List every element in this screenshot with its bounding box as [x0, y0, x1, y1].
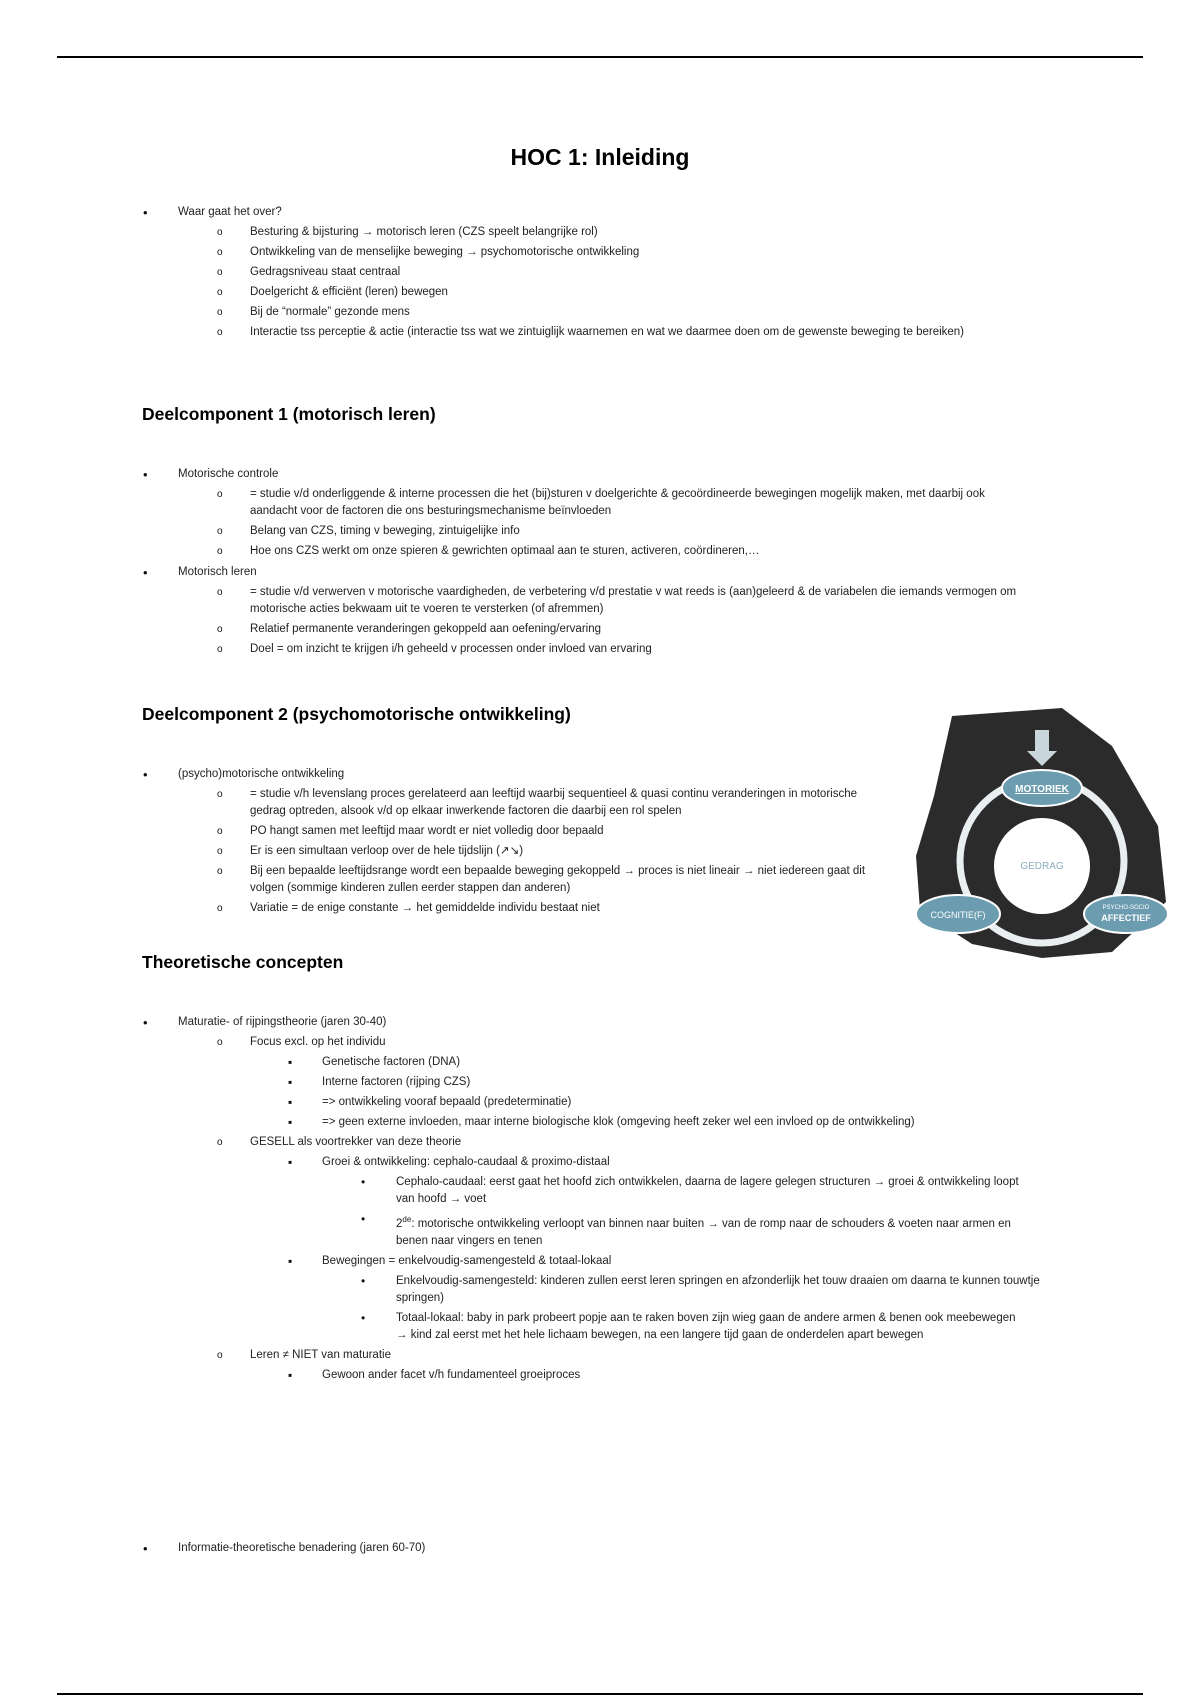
motoriek-label: MOTORIEK — [1015, 784, 1069, 795]
circle-bullet-icon: o — [217, 247, 223, 258]
circle-bullet-icon: o — [217, 903, 223, 914]
circle-bullet-icon: o — [217, 489, 223, 500]
circle-bullet-icon: o — [217, 287, 223, 298]
list-item: o Focus excl. op het individu — [0, 1034, 1200, 1051]
list-item: • Enkelvoudig-samengesteld: kinderen zullen eerst leren springen en afzonderlijk het touw draaien om daarna te kunnen touwtje springen) — [361, 1273, 1040, 1304]
circle-bullet-icon: o — [217, 846, 223, 857]
list-item: • Motorisch leren — [143, 565, 257, 580]
list-item: ▪ Interne factoren (rijping CZS) — [288, 1075, 471, 1089]
circle-bullet-icon: o — [217, 789, 223, 800]
list-item: • 2de: motorische ontwikkeling verloopt van binnen naar buiten → van de romp naar de schouders & voeten naar armen en benen naar vingers en tenen — [361, 1212, 1011, 1247]
circle-bullet-icon: o — [217, 267, 223, 278]
list-item: o Bij de “normale” gezonde mens — [0, 304, 1200, 321]
gedrag-label: GEDRAG — [1020, 861, 1064, 872]
circle-bullet-icon: o — [217, 644, 223, 655]
list-item: o = studie v/d onderliggende & interne processen die het (bij)sturen v doelgerichte & gecoördineerde bewegingen mogelijk maken, met daarbij ook aandacht voor de factoren die ons besturingsmechanisme beïnvloeden — [217, 488, 985, 517]
list-item: o Besturing & bijsturing → motorisch leren (CZS speelt belangrijke rol) — [0, 224, 1200, 241]
list-item: o Bij een bepaalde leeftijdsrange wordt een bepaalde beweging gekoppeld → proces is niet lineair → niet iedereen gaat dit volgen (sommige kinderen zullen eerder stappen dan anderen) — [217, 865, 866, 894]
bullet-icon: • — [143, 565, 148, 580]
square-bullet-icon: ▪ — [288, 1075, 293, 1089]
cognitie-label: COGNITIE(F) — [930, 910, 986, 920]
list-item: o PO hangt samen met leeftijd maar wordt er niet volledig door bepaald — [0, 823, 1200, 840]
list-item: o = studie v/d verwerven v motorische vaardigheden, de verbetering v/d prestatie v wat reeds is (aan)geleerd & de variabelen die iemands vermogen om motorische acties bekwaam uit te voeren te versterken (of afremmen) — [217, 586, 1017, 615]
list-item: o Leren ≠ NIET van maturatie — [0, 1347, 1200, 1364]
bullet-icon: • — [361, 1273, 366, 1288]
circle-bullet-icon: o — [217, 546, 223, 557]
bullet-icon: • — [143, 1541, 148, 1556]
list-item: o Gedragsniveau staat centraal — [0, 264, 1200, 281]
circle-bullet-icon: o — [217, 826, 223, 837]
list-item: • Cephalo-caudaal: eerst gaat het hoofd zich ontwikkelen, daarna de lagere gelegen structuren → groei & ontwikkeling loopt van hoofd → voet — [361, 1175, 1019, 1205]
list-item: o Er is een simultaan verloop over de hele tijdslijn (↗↘) — [0, 843, 1200, 860]
psycho-socio-label: PSYCHO-SOCIO — [1102, 905, 1150, 911]
list-item: ▪ Bewegingen = enkelvoudig-samengesteld & totaal-lokaal — [288, 1253, 612, 1268]
section-heading-psychomotorische-ontwikkeling: Deelcomponent 2 (psychomotorische ontwikkeling) — [142, 704, 571, 724]
bullet-icon: • — [143, 205, 148, 220]
affectief-label: AFFECTIEF — [1101, 913, 1151, 923]
circle-bullet-icon: o — [217, 526, 223, 537]
list-item: • (psycho)motorische ontwikkeling — [143, 767, 345, 782]
bullet-icon: • — [361, 1310, 366, 1325]
list-item: o Interactie tss perceptie & actie (interactie tss wat we zintuiglijk waarnemen en wat we daarmee doen om de gewenste beweging te bereiken) — [0, 324, 1200, 341]
circle-bullet-icon: o — [217, 1037, 223, 1048]
circle-bullet-icon: o — [217, 307, 223, 318]
bullet-icon: • — [143, 467, 148, 482]
circle-bullet-icon: o — [217, 1349, 223, 1361]
section1-list — [0, 462, 1200, 658]
list-item: • Motorische controle — [143, 467, 279, 482]
list-item: o Doelgericht & efficiënt (leren) bewegen — [0, 284, 1200, 301]
list-item: • Totaal-lokaal: baby in park probeert popje aan te raken boven zijn wieg gaan de andere armen & benen ook meebewegen → kind zal eerst met het hele lichaam bewegen, na een langere tijd gaan de onderdelen apart bewegen — [361, 1310, 1016, 1341]
list-item: o GESELL als voortrekker van deze theorie — [0, 1134, 1200, 1151]
circle-bullet-icon: o — [217, 227, 223, 238]
list-item: o Hoe ons CZS werkt om onze spieren & gewrichten optimaal aan te sturen, activeren, coördineren,… — [0, 543, 1200, 560]
footer-rule — [57, 1693, 1143, 1695]
list-item: o Relatief permanente veranderingen gekoppeld aan oefening/ervaring — [0, 621, 1200, 638]
section3-list — [0, 1010, 1200, 1384]
square-bullet-icon: ▪ — [288, 1367, 293, 1382]
list-item: • Informatie-theoretische benadering (jaren 60-70) — [143, 1541, 426, 1556]
square-bullet-icon: ▪ — [288, 1095, 293, 1109]
circle-bullet-icon: o — [217, 624, 223, 635]
list-item: • Maturatie- of rijpingstheorie (jaren 30-40) — [143, 1015, 387, 1030]
circle-bullet-icon: o — [217, 866, 223, 877]
list-item: ▪ => geen externe invloeden, maar interne biologische klok (omgeving heeft zeker wel een invloed op de ontwikkeling) — [288, 1115, 915, 1129]
bullet-icon: • — [143, 767, 148, 782]
circle-bullet-icon: o — [217, 587, 223, 598]
square-bullet-icon: ▪ — [288, 1155, 293, 1169]
bullet-icon: • — [361, 1212, 366, 1226]
circle-bullet-icon: o — [217, 327, 223, 338]
list-item: o Doel = om inzicht te krijgen i/h geheeld v processen onder invloed van ervaring — [0, 641, 1200, 658]
square-bullet-icon: ▪ — [288, 1253, 293, 1268]
list-item: ▪ => ontwikkeling vooraf bepaald (predeterminatie) — [288, 1095, 572, 1109]
square-bullet-icon: ▪ — [288, 1055, 293, 1069]
list-item: • Waar gaat het over? — [143, 205, 282, 220]
list-item: o Variatie = de enige constante → het gemiddelde individu bestaat niet — [0, 900, 1200, 917]
section-heading-motorisch-leren: Deelcomponent 1 (motorisch leren) — [142, 404, 436, 424]
circle-bullet-icon: o — [217, 1137, 223, 1148]
bullet-icon: • — [143, 1015, 148, 1030]
list-item: ▪ Groei & ontwikkeling: cephalo-caudaal & proximo-distaal — [288, 1155, 610, 1169]
section3-list-continued — [0, 1536, 1200, 1557]
list-item: o Ontwikkeling van de menselijke beweging → psychomotorische ontwikkeling — [0, 244, 1200, 261]
page-title: HOC 1: Inleiding — [510, 144, 690, 170]
section-heading-theoretische-concepten: Theoretische concepten — [142, 952, 344, 972]
bullet-icon: • — [361, 1175, 366, 1189]
square-bullet-icon: ▪ — [288, 1115, 293, 1129]
list-item: o Belang van CZS, timing v beweging, zintuigelijke info — [0, 523, 1200, 540]
header-rule — [57, 56, 1143, 58]
list-item: ▪ Genetische factoren (DNA) — [288, 1055, 461, 1069]
intro-list — [0, 200, 1200, 341]
list-item: o = studie v/h levenslang proces gerelateerd aan leeftijd waarbij sequentieel & quasi continu veranderingen in motorische gedrag optreden, alsook v/d op elkaar inwerkende factoren die daarbij een rol spelen — [217, 788, 858, 817]
list-item: ▪ Gewoon ander facet v/h fundamenteel groeiproces — [288, 1367, 581, 1382]
behavior-triangle-diagram — [912, 706, 1170, 962]
